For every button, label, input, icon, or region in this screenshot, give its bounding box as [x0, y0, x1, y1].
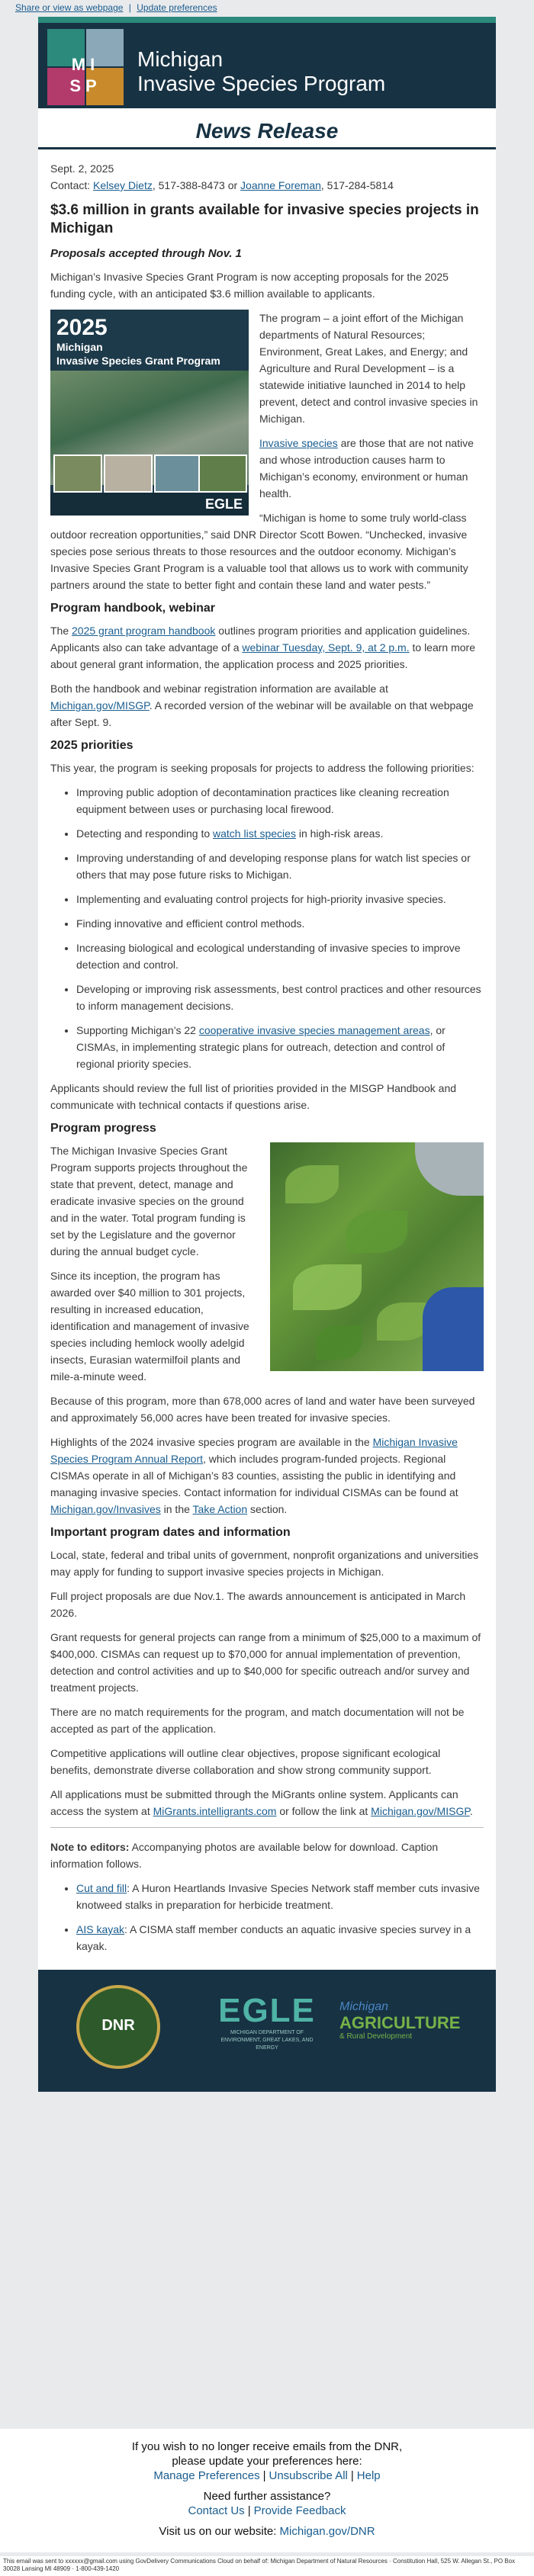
- note-to-editors: Note to editors: Accompanying photos are available below for download. Caption information follows.: [50, 1841, 439, 1870]
- dates-paragraph-5: Competitive applications will outline clear objectives, propose significant ecological benefits, demonstrate diverse collaboration and show strong community support.: [50, 1747, 441, 1776]
- dates-paragraph-4: There are no match requirements for the program, and match documentation will not be accepted as part of the application.: [50, 1706, 465, 1735]
- dnr-website-link[interactable]: Michigan.gov/DNR: [279, 2525, 375, 2538]
- director-quote: “Michigan is home to some truly world-class outdoor recreation opportunities,” said DNR Director Scott Bowen. “Unchecked, invasive species pose serious threats to those resources and the outdoor economy. Michigan’s Invasive Species Grant Program is a valuable tool that allows us to work with community partners around the state to better fight and contain these land and water pests.”: [50, 512, 468, 591]
- watch-list-link[interactable]: watch list species: [213, 827, 296, 840]
- cut-and-fill-link[interactable]: Cut and fill: [76, 1882, 127, 1894]
- progress-paragraph-1: The Michigan Invasive Species Grant Program supports projects throughout the state that prevent, detect, manage and eradicate invasive species on the ground and in the water. Total program funding is set by the Legislature and the governor during the annual budget cycle.: [50, 1145, 248, 1257]
- list-item: • Improving understanding of and developing response plans for watch list species or others that may pose future risks to Michigan.: [76, 850, 484, 883]
- subheadline: Proposals accepted through Nov. 1: [50, 247, 242, 260]
- review-paragraph: Applicants should review the full list of priorities provided in the MISGP Handbook and communicate with technical contacts if questions arise.: [50, 1082, 457, 1111]
- dates-paragraph-6: All applications must be submitted through the MiGrants online system. Applicants can access the system at MiGrants.intelligrants.com or follow the link at Michigan.gov/MISGP.: [50, 1788, 473, 1817]
- manage-preferences-link[interactable]: Manage Preferences: [153, 2469, 260, 2482]
- both-available-paragraph: Both the handbook and webinar registration information are available at Michigan.gov/MISGP. A recorded version of the webinar will be available on that webpage after Sept. 9.: [50, 683, 474, 728]
- list-item: • Improving public adoption of decontamination practices like cleaning recreation equipment between uses or purchasing local firewood.: [76, 784, 484, 817]
- dnr-logo: DNR: [76, 1985, 160, 2069]
- help-link[interactable]: Help: [356, 2469, 381, 2482]
- contact-joanne-link[interactable]: Joanne Foreman: [240, 179, 321, 191]
- annual-report-link[interactable]: Michigan Invasive Species Program Annual Report: [50, 1436, 458, 1465]
- contact-line: Contact: Kelsey Dietz, 517-388-8473 or Joanne Foreman, 517-284-5814: [50, 179, 394, 191]
- grant-program-image[interactable]: [50, 310, 249, 516]
- news-release-bar: [38, 108, 496, 149]
- header-banner: [38, 17, 496, 108]
- handbook-link[interactable]: 2025 grant program handbook: [72, 625, 216, 637]
- ais-kayak-link[interactable]: AIS kayak: [76, 1923, 125, 1935]
- list-item: • Developing or improving risk assessments, best control practices and other resources to inform management decisions.: [76, 981, 484, 1014]
- photo-caption-list: [76, 1880, 484, 1954]
- cisma-link[interactable]: cooperative invasive species management areas: [198, 1024, 430, 1036]
- headline: $3.6 million in grants available for invasive species projects in Michigan: [50, 202, 479, 236]
- egle-mark: EGLE: [204, 496, 243, 512]
- unsubscribe-all-link[interactable]: Unsubscribe All: [269, 2469, 348, 2482]
- release-date: Sept. 2, 2025: [50, 162, 114, 175]
- list-item: • Increasing biological and ecological understanding of invasive species to improve detection and control.: [76, 940, 484, 973]
- news-release-label: News Release: [195, 119, 339, 143]
- program-title: Michigan Invasive Species Program: [137, 47, 386, 95]
- handbook-paragraph: The 2025 grant program handbook outlines program priorities and application guidelines. Applicants also can take advantage of a webinar Tuesday, Sept. 9, at 2 p.m. to learn more about general grant information, the application process and 2025 priorities.: [50, 625, 475, 670]
- list-item: • Implementing and evaluating control projects for high-priority invasive species.: [76, 891, 484, 907]
- manage-preferences-section: If you wish to no longer receive emails from the DNR, please update your preferences here: Manage Preferences | Unsubscribe All | Help Need further assistance? Contact Us | Provide Feedback Visit us on our website: Michigan.gov/DNR: [0, 2429, 534, 2552]
- invasive-definition: Invasive species are those that are not native and whose introduction causes harm to Michigan’s economy, environment or human health.: [259, 437, 474, 499]
- knotweed-photo[interactable]: [270, 1142, 484, 1371]
- take-action-link[interactable]: Take Action: [192, 1503, 248, 1515]
- email-container: [38, 17, 496, 2092]
- dates-paragraph-3: Grant requests for general projects can range from a minimum of $25,000 to a maximum of $400,000. CISMAs can request up to $70,000 for annual implementation of prevention, detection and control activities and up to $40,000 for specific outreach and/or survey and treatment projects.: [50, 1631, 481, 1694]
- egle-logo: EGLE MICHIGAN DEPARTMENT OF ENVIRONMENT, GREAT LAKES, AND ENERGY: [218, 1992, 316, 2051]
- contact-kelsey-link[interactable]: Kelsey Dietz: [93, 179, 153, 191]
- priorities-list: [76, 784, 484, 1072]
- list-item: • Cut and fill: A Huron Heartlands Invasive Species Network staff member cuts invasive knotweed stalks in preparation for herbicide treatment.: [76, 1880, 484, 1913]
- progress-heading: Program progress: [50, 1122, 156, 1135]
- image-footer: [50, 493, 249, 516]
- update-preferences-link[interactable]: Update preferences: [137, 2, 217, 13]
- grant-image-title: 2025 Michigan Invasive Species Grant Program: [56, 315, 220, 367]
- misgp-link[interactable]: Michigan.gov/MISGP: [50, 699, 150, 711]
- top-links: [0, 0, 534, 15]
- share-link[interactable]: Share or view as webpage: [15, 2, 124, 13]
- topbar-separator: |: [128, 2, 131, 13]
- misgp-link-2[interactable]: Michigan.gov/MISGP: [371, 1805, 470, 1817]
- person-sleeve: [423, 1287, 484, 1371]
- progress-paragraph-2: Since its inception, the program has awarded over $40 million to 301 projects, resulting in increased education, identification and management of invasive species including hemlock woolly adelgid insects, Eurasian watermilfoil plants and mile-a-minute weed.: [50, 1270, 249, 1383]
- mdard-logo: Michigan AGRICULTURE & Rural Development: [339, 2000, 461, 2041]
- dates-paragraph-1: Local, state, federal and tribal units of government, nonprofit organizations and universities may apply for funding to support invasive species projects in Michigan.: [50, 1549, 479, 1578]
- migrants-link[interactable]: MiGrants.intelligrants.com: [153, 1805, 277, 1817]
- list-item: • Detecting and responding to watch list species in high-risk areas.: [76, 825, 484, 842]
- agency-logos: [38, 1970, 496, 2092]
- priorities-intro: This year, the program is seeking proposals for projects to address the following priorities:: [50, 762, 474, 774]
- divider: [50, 1827, 484, 1828]
- misp-logo: MI SP: [47, 29, 124, 105]
- priorities-heading: 2025 priorities: [50, 739, 134, 752]
- progress-paragraph-3: Because of this program, more than 678,000 acres of land and water have been surveyed and approximately 56,000 acres have been treated for invasive species.: [50, 1395, 475, 1424]
- fine-print: This email was sent to xxxxxx@gmail.com using GovDelivery Communications Cloud on behalf of: Michigan Department of Natural Resources · Constitution Hall, 525 W. Allegan St., PO Box 30028 Lansing MI 48909 · 1-800-439-1420: [0, 2556, 534, 2576]
- handbook-heading: Program handbook, webinar: [50, 602, 216, 615]
- dates-paragraph-2: Full project proposals are due Nov.1. The awards announcement is anticipated in March 2026.: [50, 1590, 466, 1619]
- invasives-link[interactable]: Michigan.gov/Invasives: [50, 1503, 161, 1515]
- list-item: • Finding innovative and efficient control methods.: [76, 915, 484, 932]
- thumbnail-strip: [50, 454, 249, 493]
- list-item: • AIS kayak: A CISMA staff member conducts an aquatic invasive species survey in a kayak.: [76, 1921, 484, 1954]
- person-hat: [415, 1142, 484, 1196]
- intro-paragraph: Michigan’s Invasive Species Grant Program is now accepting proposals for the 2025 funding cycle, with an anticipated $3.6 million available to applicants.: [50, 271, 449, 300]
- highlights-paragraph: Highlights of the 2024 invasive species program are available in the Michigan Invasive Species Program Annual Report, which includes program-funded projects. Regional CISMAs operate in all of Michigan’s 83 counties, assisting the public in identifying and managing invasive species. Contact information for individual CISMAs can be found at Michigan.gov/Invasives in the Take Action section.: [50, 1436, 458, 1515]
- provide-feedback-link[interactable]: Provide Feedback: [253, 2504, 346, 2517]
- program-paragraph: The program – a joint effort of the Michigan departments of Natural Resources; Environment, Great Lakes, and Energy; and Agriculture and Rural Development – is a statewide initiative launched in 2014 to help prevent, detect and control invasive species in Michigan.: [259, 312, 478, 425]
- contact-us-link[interactable]: Contact Us: [188, 2504, 245, 2517]
- list-item: • Supporting Michigan’s 22 cooperative invasive species management areas, or CISMAs, in implementing strategic plans for outreach, detection and control of regional priority species.: [76, 1022, 484, 1072]
- invasive-species-link[interactable]: Invasive species: [259, 437, 338, 449]
- webinar-link[interactable]: webinar Tuesday, Sept. 9, at 2 p.m.: [242, 641, 410, 654]
- dates-heading: Important program dates and information: [50, 1526, 291, 1539]
- article-body: [38, 149, 496, 1970]
